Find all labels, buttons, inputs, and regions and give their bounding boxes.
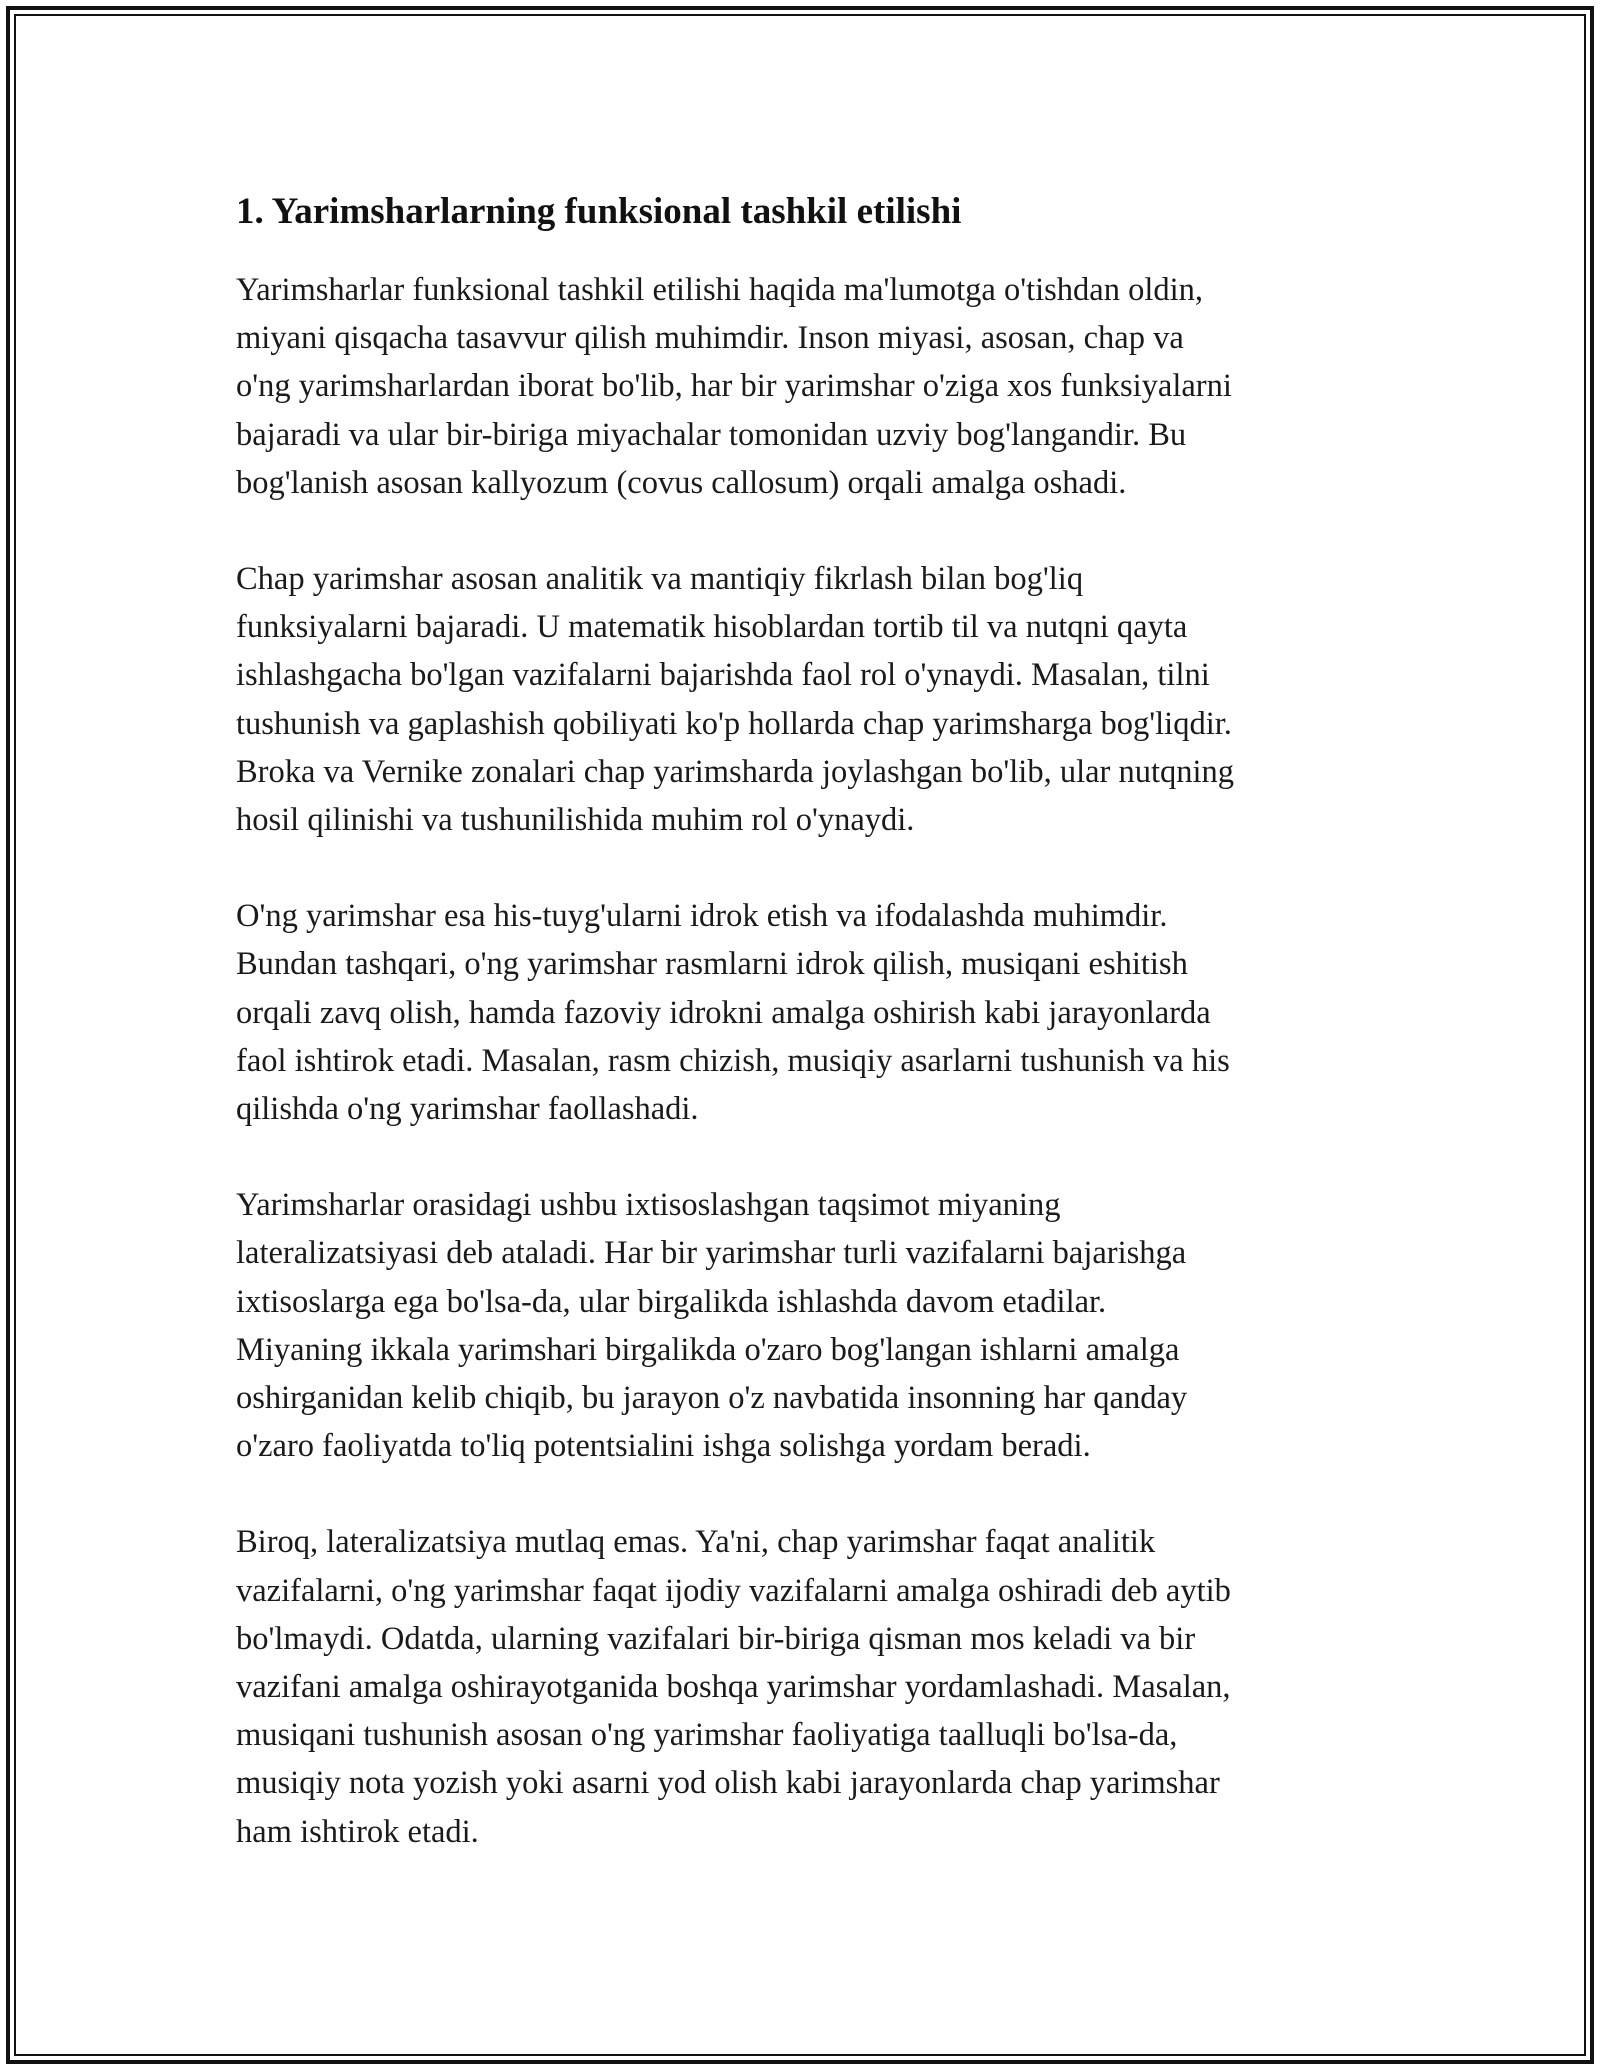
paragraph-5 — [236, 1518, 1396, 1855]
text-line: Broka va Vernike zonalari chap yarimsharda joylashgan bo'lib, ular nutqning — [236, 753, 1235, 790]
text-line: Biroq, lateralizatsiya mutlaq emas. Ya'ni, chap yarimshar faqat analitik — [236, 1524, 1156, 1561]
paragraph-4 — [236, 1181, 1396, 1470]
text-line: vazifani amalga oshirayotganida boshqa yarimshar yordamlashadi. Masalan, — [236, 1669, 1231, 1706]
text-line: ham ishtirok etadi. — [236, 1813, 479, 1850]
text-line: Yarimsharlar funksional tashkil etilishi haqida ma'lumotga o'tishdan oldin, — [236, 272, 1204, 308]
section-heading: 1. Yarimsharlarning funksional tashkil etilishi — [236, 191, 962, 232]
text-line: O'ng yarimshar esa his-tuyg'ularni idrok etish va ifodalashda muhimdir. — [236, 898, 1168, 935]
text-line: Chap yarimshar asosan analitik va mantiqiy fikrlash bilan bog'liq — [236, 561, 1084, 598]
text-line: bog'lanish asosan kallyozum (covus callosum) orqali amalga oshadi. — [236, 464, 1127, 501]
text-line: musiqani tushunish asosan o'ng yarimshar faoliyatiga taalluqli bo'lsa-da, — [236, 1717, 1178, 1754]
document-body — [236, 186, 1396, 1904]
text-line: ishlashgacha bo'lgan vazifalarni bajarishda faol rol o'ynaydi. Masalan, tilni — [236, 657, 1210, 694]
text-line: lateralizatsiyasi deb ataladi. Har bir yarimshar turli vazifalarni bajarishga — [236, 1235, 1187, 1272]
text-line: o'zaro faoliyatda to'liq potentsialini ishga solishga yordam beradi. — [236, 1428, 1091, 1465]
text-line: miyani qisqacha tasavvur qilish muhimdir. Inson miyasi, asosan, chap va — [236, 320, 1184, 357]
text-line: qilishda o'ng yarimshar faollashadi. — [236, 1091, 699, 1128]
text-line: ixtisoslarga ega bo'lsa-da, ular birgalikda ishlashda davom etadilar. — [236, 1283, 1107, 1320]
paragraph-2 — [236, 555, 1396, 844]
text-line: musiqiy nota yozish yoki asarni yod olish kabi jarayonlarda chap yarimshar — [236, 1765, 1220, 1802]
text-line: hosil qilinishi va tushunilishida muhim rol o'ynaydi. — [236, 802, 915, 839]
text-line: orqali zavq olish, hamda fazoviy idrokni amalga oshirish kabi jarayonlarda — [236, 994, 1211, 1031]
text-line: bo'lmaydi. Odatda, ularning vazifalari bir-biriga qisman mos keladi va bir — [236, 1620, 1196, 1657]
text-line: o'ng yarimsharlardan iborat bo'lib, har bir yarimshar o'ziga xos funksiyalarni — [236, 368, 1232, 405]
paragraph-3 — [236, 892, 1396, 1133]
text-line: tushunish va gaplashish qobiliyati ko'p hollarda chap yarimsharga bog'liqdir. — [236, 705, 1232, 742]
paragraph-1 — [236, 266, 1396, 507]
text-line: vazifalarni, o'ng yarimshar faqat ijodiy vazifalarni amalga oshiradi deb aytib — [236, 1572, 1231, 1609]
text-line: Yarimsharlar orasidagi ushbu ixtisoslashgan taqsimot miyaning — [236, 1187, 1061, 1224]
text-line: faol ishtirok etadi. Masalan, rasm chizish, musiqiy asarlarni tushunish va his — [236, 1042, 1230, 1079]
text-line: bajaradi va ular bir-biriga miyachalar tomonidan uzviy bog'langandir. Bu — [236, 416, 1187, 453]
text-line: funksiyalarni bajaradi. U matematik hisoblardan tortib til va nutqni qayta — [236, 609, 1188, 646]
text-line: Miyaning ikkala yarimshari birgalikda o'zaro bog'langan ishlarni amalga — [236, 1331, 1180, 1368]
text-line: Bundan tashqari, o'ng yarimshar rasmlarni idrok qilish, musiqani eshitish — [236, 946, 1188, 983]
text-line: oshirganidan kelib chiqib, bu jarayon o'z navbatida insonning har qanday — [236, 1380, 1188, 1417]
